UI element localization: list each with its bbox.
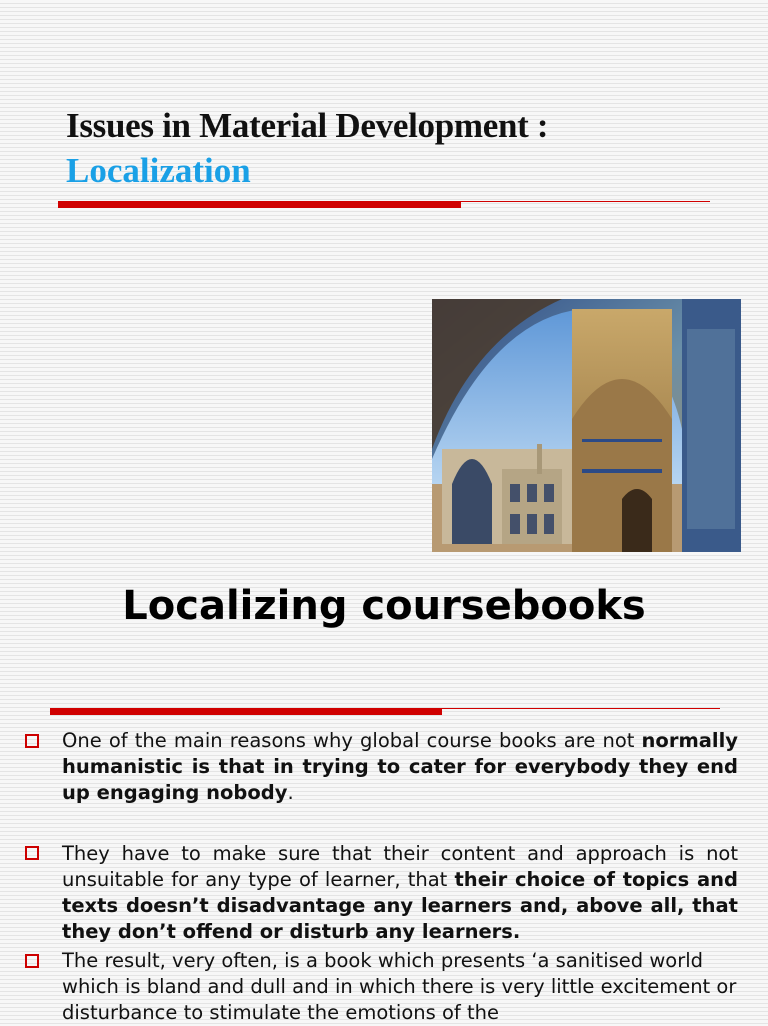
slide-title-line-1: Issues in Material Development : xyxy=(66,106,549,145)
bullet-2-plain: They have to make sure that their content and approach is not unsuitable for any type of learner, that xyxy=(62,842,738,891)
bullet-3-marker xyxy=(25,954,39,968)
bullet-1-plain: One of the main reasons why global course books are not xyxy=(62,729,642,752)
bullet-1-text xyxy=(62,728,738,806)
mosque-archway-illustration xyxy=(432,299,741,552)
section-heading: Localizing coursebooks xyxy=(122,583,646,629)
slide-title-line-2: Localization xyxy=(66,151,251,190)
title-underline-thin xyxy=(461,201,710,202)
bullet-2-text xyxy=(62,841,738,945)
heading-underline-thick xyxy=(50,708,442,715)
bullet-2-marker xyxy=(25,846,39,860)
bullet-3-plain: The result, very often, is a book which presents ‘a sanitised world which is bland and dull and in which there is very little excitement or disturbance to stimulate the emotions of the xyxy=(62,949,737,1024)
title-underline-thick xyxy=(58,201,461,208)
bullet-3-text xyxy=(62,948,738,1026)
heading-underline-thin xyxy=(442,708,720,709)
bullet-1-bold: normally humanistic is that in trying to cater for everybody they end up engaging nobody xyxy=(62,729,738,804)
mosque-photo xyxy=(432,299,741,552)
bullet-2-bold: their choice of topics and texts doesn’t disadvantage any learners and, above all, that they don’t offend or disturb any learners. xyxy=(62,868,738,943)
bullet-1-period: . xyxy=(287,781,294,804)
bullet-1-marker xyxy=(25,734,39,748)
